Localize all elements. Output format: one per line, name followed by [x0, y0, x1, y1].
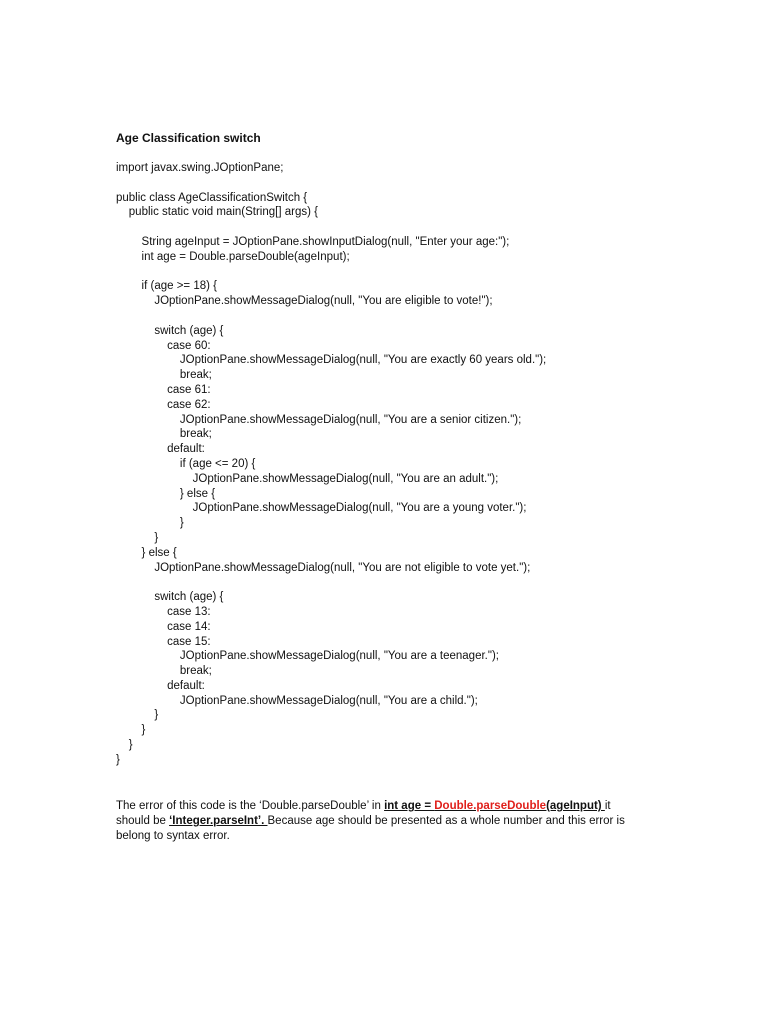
- code-line: }: [116, 709, 159, 722]
- document-title: Age Classification switch: [116, 131, 261, 145]
- code-line: }: [116, 753, 120, 766]
- code-line: break;: [116, 665, 212, 678]
- code-line: }: [116, 724, 146, 737]
- explanation-text: should be: [116, 815, 170, 827]
- explanation-line-1: [116, 799, 656, 814]
- code-line: if (age >= 18) {: [116, 280, 218, 293]
- code-reference-text: int age =: [384, 800, 435, 812]
- error-highlight: Double.parseDouble: [434, 800, 547, 812]
- code-line: }: [116, 739, 133, 752]
- code-line: [116, 575, 736, 590]
- error-explanation: [116, 799, 656, 844]
- code-line: JOptionPane.showMessageDialog(null, "You are a child.");: [116, 694, 478, 707]
- explanation-line-3: [116, 829, 656, 844]
- code-line: case 60:: [116, 339, 211, 352]
- code-line: [116, 265, 736, 280]
- code-line: [116, 176, 736, 191]
- code-line: case 13:: [116, 605, 211, 618]
- code-line: JOptionPane.showMessageDialog(null, "You are exactly 60 years old.");: [116, 354, 547, 367]
- code-line: case 61:: [116, 383, 211, 396]
- code-line: int age = Double.parseDouble(ageInput);: [116, 250, 350, 263]
- code-line: break;: [116, 369, 212, 382]
- explanation-line-2: [116, 814, 656, 829]
- code-line: import javax.swing.JOptionPane;: [116, 162, 284, 174]
- code-line: JOptionPane.showMessageDialog(null, "You are not eligible to vote yet.");: [116, 561, 531, 574]
- code-line: JOptionPane.showMessageDialog(null, "You are a senior citizen.");: [116, 413, 522, 426]
- code-line: JOptionPane.showMessageDialog(null, "You are eligible to vote!");: [116, 295, 493, 308]
- code-line: [116, 309, 736, 324]
- code-line: } else {: [116, 487, 216, 500]
- code-line: if (age <= 20) {: [116, 457, 256, 470]
- code-line: default:: [116, 443, 205, 456]
- explanation-text: Because age should be presented as a whole number and this error is: [267, 815, 625, 827]
- code-block: [116, 161, 736, 768]
- code-reference: [384, 800, 605, 812]
- code-line: }: [116, 531, 159, 544]
- code-line: JOptionPane.showMessageDialog(null, "You are an adult.");: [116, 472, 499, 485]
- code-line: } else {: [116, 546, 177, 559]
- code-reference-arg: (ageInput): [546, 800, 605, 812]
- code-line: switch (age) {: [116, 324, 224, 337]
- explanation-text: belong to syntax error.: [116, 830, 230, 842]
- code-line: switch (age) {: [116, 591, 224, 604]
- code-line: case 14:: [116, 620, 211, 633]
- code-line: public static void main(String[] args) {: [116, 206, 318, 219]
- code-line: String ageInput = JOptionPane.showInputDialog(null, "Enter your age:");: [116, 235, 510, 248]
- code-line: case 62:: [116, 398, 211, 411]
- code-line: JOptionPane.showMessageDialog(null, "You are a young voter.");: [116, 502, 527, 515]
- code-line: }: [116, 517, 184, 530]
- fix-suggestion: ‘Integer.parseInt’.: [169, 815, 268, 827]
- code-line: break;: [116, 428, 212, 441]
- code-line: case 15:: [116, 635, 211, 648]
- code-line: [116, 220, 736, 235]
- code-line: JOptionPane.showMessageDialog(null, "You are a teenager.");: [116, 650, 499, 663]
- code-line: default:: [116, 679, 205, 692]
- code-line: public class AgeClassificationSwitch {: [116, 191, 308, 204]
- explanation-text: it: [604, 800, 611, 812]
- explanation-text: The error of this code is the ‘Double.parseDouble’ in: [116, 800, 385, 812]
